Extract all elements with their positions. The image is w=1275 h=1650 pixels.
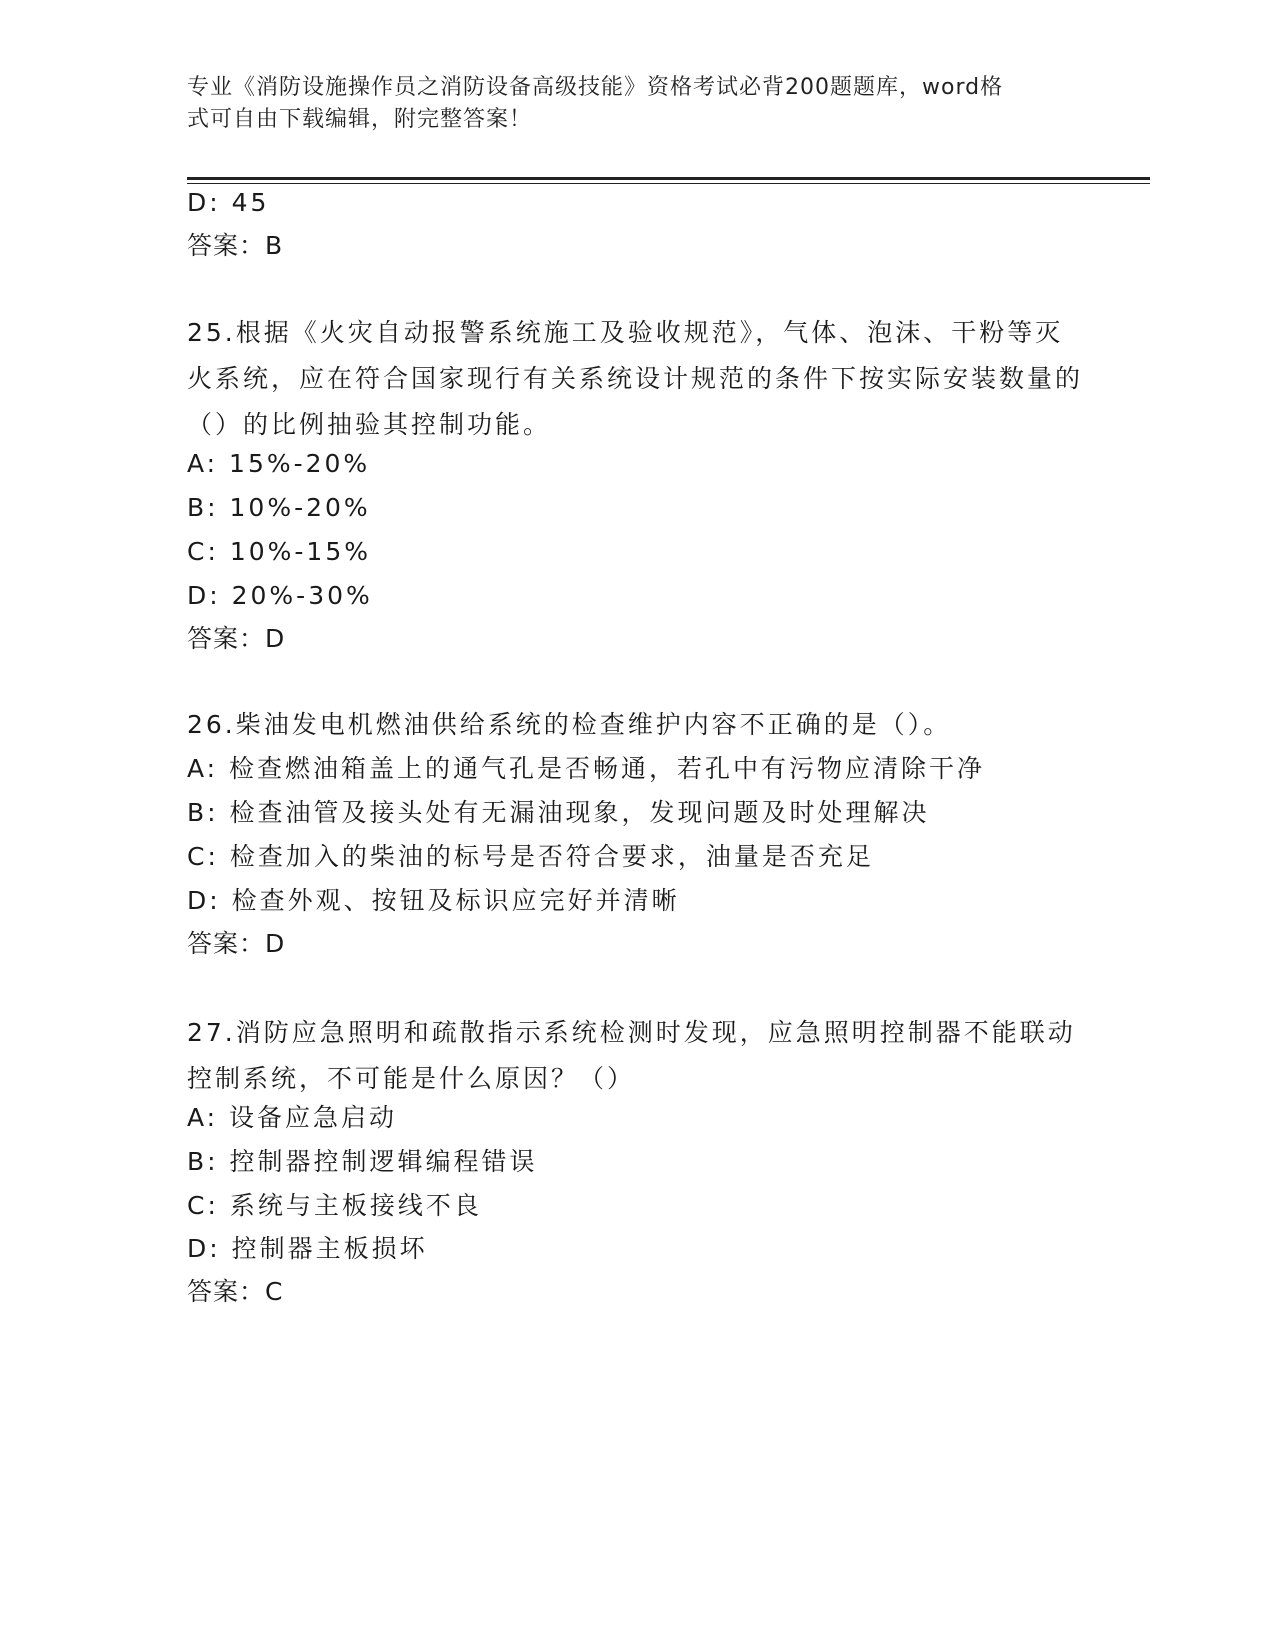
question-26-option-a: A: 检查燃油箱盖上的通气孔是否畅通，若孔中有污物应清除干净 xyxy=(187,754,986,783)
prev-answer: 答案：B xyxy=(187,231,284,260)
header-line-2: 式可自由下载编辑，附完整答案！ xyxy=(187,107,533,132)
question-25-option-c: C: 10%-15% xyxy=(187,537,371,566)
question-27-stem: 27.消防应急照明和疏散指示系统检测时发现，应急照明控制器不能联动控制系统，不可能是什么原因？（） xyxy=(187,1018,1076,1093)
question-27-option-d: D: 控制器主板损坏 xyxy=(187,1234,428,1263)
question-26-option-d: D: 检查外观、按钮及标识应完好并清晰 xyxy=(187,886,680,915)
question-27-option-c: C: 系统与主板接线不良 xyxy=(187,1191,482,1220)
header-rule-thin xyxy=(187,183,1150,184)
question-26-option-c: C: 检查加入的柴油的标号是否符合要求，油量是否充足 xyxy=(187,842,874,871)
question-26-answer: 答案：D xyxy=(187,929,286,958)
question-25-answer: 答案：D xyxy=(187,624,286,653)
question-26-option-b: B: 检查油管及接头处有无漏油现象，发现问题及时处理解决 xyxy=(187,798,930,827)
question-27-option-b: B: 控制器控制逻辑编程错误 xyxy=(187,1147,538,1176)
question-26-stem: 26.柴油发电机燃油供给系统的检查维护内容不正确的是（）。 xyxy=(187,710,952,739)
header-rule-thick xyxy=(187,177,1150,180)
prev-option-d: D: 45 xyxy=(187,188,270,217)
question-27-answer: 答案：C xyxy=(187,1277,284,1306)
question-25-option-b: B: 10%-20% xyxy=(187,493,371,522)
question-25-option-d: D: 20%-30% xyxy=(187,581,373,610)
question-25-option-a: A: 15%-20% xyxy=(187,449,371,478)
question-25-stem: 25.根据《火灾自动报警系统施工及验收规范》，气体、泡沫、干粉等灭火系统，应在符合国家现行有关系统设计规范的条件下按实际安装数量的（）的比例抽验其控制功能。 xyxy=(187,318,1084,439)
document-header xyxy=(187,72,1067,136)
question-27-option-a: A: 设备应急启动 xyxy=(187,1103,398,1132)
header-line-1: 专业《消防设施操作员之消防设备高级技能》资格考试必背200题题库，word格 xyxy=(187,75,1004,100)
